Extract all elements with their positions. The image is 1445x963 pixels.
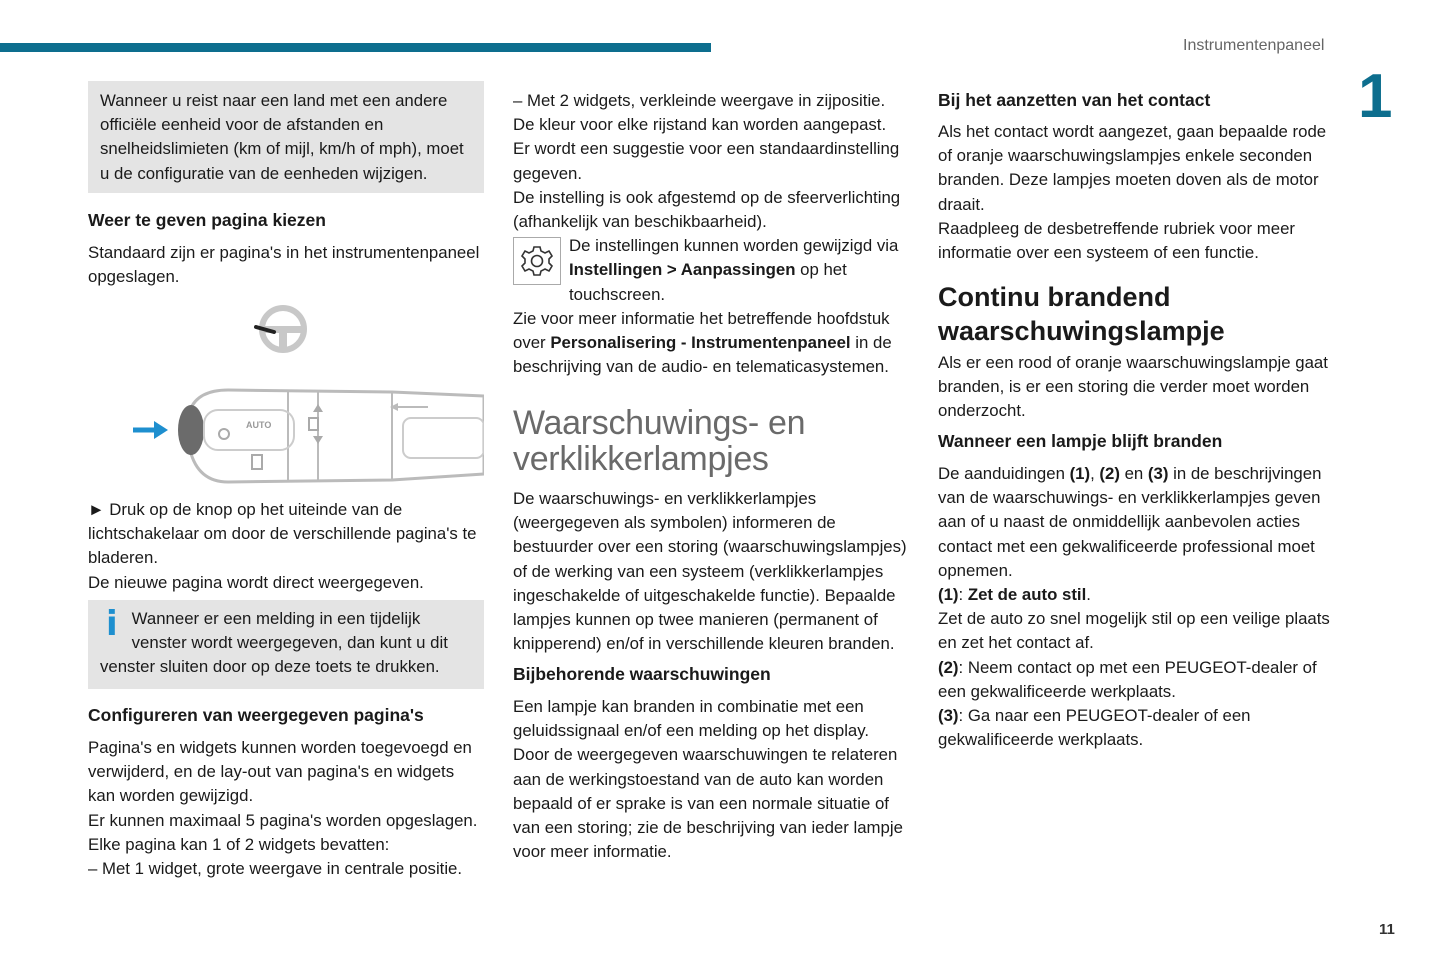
widgets-para: De kleur voor elke rijstand kan worden aangepast. bbox=[513, 115, 887, 135]
arrow-right-icon bbox=[133, 421, 168, 439]
settings-text-post: op het touchscreen. bbox=[569, 260, 847, 304]
lamp-stays-on-text bbox=[938, 462, 1338, 752]
settings-paragraph bbox=[513, 234, 913, 307]
units-note-text: Wanneer u reist naar een land met een andere officiële eenheid voor de afstanden en snelheidslimieten (km of mijl, km/h of mph), moet u de configuratie van de eenheden wijzigen. bbox=[100, 91, 464, 183]
more-info-post: in de beschrijving van de audio- en telematicasystemen. bbox=[513, 333, 892, 377]
ignition-heading: Bij het aanzetten van het contact bbox=[938, 90, 1211, 110]
indications-para: De aanduidingen (1), (2) en (3) in de beschrijvingen van de waarschuwings- en verklikkerlampjes geven aan of u naast de onmiddellijk aanbevolen acties contact met een gekwalificeerde professional moet opnemen. bbox=[938, 464, 1322, 580]
light-stalk-figure bbox=[128, 300, 484, 490]
action-1-text: Zet de auto zo snel mogelijk stil op een veilige plaats en zet het contact af. bbox=[938, 609, 1330, 653]
info-note bbox=[88, 600, 484, 689]
action-1: (1): Zet de auto stil. bbox=[938, 585, 1091, 605]
widgets-para: Er wordt een suggestie voor een standaardinstelling gegeven. bbox=[513, 139, 900, 183]
more-info-chapter: Personalisering - Instrumentenpaneel bbox=[550, 333, 851, 353]
configure-para: Er kunnen maximaal 5 pagina's worden opgeslagen. bbox=[88, 810, 478, 830]
light-stalk-illustration bbox=[128, 300, 484, 490]
units-note bbox=[88, 81, 484, 193]
header-accent-bar bbox=[0, 43, 711, 52]
press-button-bullet bbox=[88, 498, 484, 571]
ignition-text bbox=[938, 120, 1338, 265]
stalk-body bbox=[178, 390, 484, 482]
associated-para: Door de weergegeven waarschuwingen te relateren aan de werkingstoestand van de auto kan worden bepaald of er sprake is van een normale situatie of van een storing; zie de beschrijving van ieder lampje voor meer informatie. bbox=[513, 745, 903, 862]
associated-warnings-text bbox=[513, 695, 913, 864]
bullet-triangle-icon: ► bbox=[88, 500, 105, 519]
configure-para: Pagina's en widgets kunnen worden toegevoegd en verwijderd, en de lay-out van pagina's en widgets kan worden gewijzigd. bbox=[88, 738, 472, 806]
widgets-para: De instelling is ook afgestemd op de sfeerverlichting (afhankelijk van beschikbaarheid). bbox=[513, 187, 901, 232]
warning-lamps-intro: De waarschuwings- en verklikkerlampjes (weergegeven als symbolen) informeren de bestuurder over een storing (waarschuwingslampjes) of de werking van een systeem (verklikkerlampjes ingeschakelde of uitgeschakelde functie). Bepaalde lampjes kunnen op twee manieren (permanent of knipperend) en/of in verschillende kleuren branden. bbox=[513, 489, 907, 654]
configure-text bbox=[88, 736, 484, 881]
continuous-lamp-text: Als er een rood of oranje waarschuwingslampje gaat branden, is er een storing die verder moet worden onderzocht. bbox=[938, 353, 1328, 421]
action-3: (3): Ga naar een PEUGEOT-dealer of een gekwalificeerde werkplaats. bbox=[938, 706, 1251, 750]
more-info-pre: Zie voor meer informatie het betreffende hoofdstuk over bbox=[513, 308, 890, 353]
settings-path: Instellingen > Aanpassingen bbox=[569, 260, 796, 280]
settings-text-pre: De instellingen kunnen worden gewijzigd via bbox=[569, 236, 899, 256]
continuous-lamp-heading: Continu brandend waarschuwingslampje bbox=[938, 282, 1225, 346]
configure-para: Elke pagina kan 1 of 2 widgets bevatten: bbox=[88, 834, 390, 854]
gear-icon bbox=[513, 237, 561, 285]
widgets-text bbox=[513, 89, 913, 379]
auto-label: AUTO bbox=[246, 420, 272, 430]
new-page-text: De nieuwe pagina wordt direct weergegeven. bbox=[88, 573, 424, 592]
info-note-text: Wanneer er een melding in een tijdelijk venster wordt weergegeven, dan kunt u dit venster sluiten door op deze toets te drukken. bbox=[100, 609, 448, 677]
warning-lamps-heading: Waarschuwings- en verklikkerlampjes bbox=[513, 404, 806, 478]
chapter-number: 1 bbox=[1358, 62, 1393, 131]
steering-wheel-icon bbox=[256, 308, 304, 350]
configure-para: – Met 1 widget, grote weergave in centrale positie. bbox=[88, 859, 463, 879]
ignition-para: Raadpleeg de desbetreffende rubriek voor meer informatie over een systeem of een functie. bbox=[938, 218, 1295, 263]
ignition-para: Als het contact wordt aangezet, gaan bepaalde rode of oranje waarschuwingslampjes enkele seconden branden. Deze lampjes moeten doven als de motor draait. bbox=[938, 122, 1327, 214]
widgets-para: – Met 2 widgets, verkleinde weergave in zijpositie. bbox=[513, 91, 886, 110]
page-number: 11 bbox=[1379, 921, 1395, 938]
associated-warnings-heading: Bijbehorende waarschuwingen bbox=[513, 664, 771, 684]
lamp-stays-on-heading: Wanneer een lampje blijft branden bbox=[938, 431, 1223, 451]
info-icon: i bbox=[106, 604, 118, 644]
configure-heading: Configureren van weergegeven pagina's bbox=[88, 705, 424, 725]
associated-para: Een lampje kan branden in combinatie met een geluidssignaal en/of een melding op het display. bbox=[513, 697, 870, 741]
action-2: (2): Neem contact op met een PEUGEOT-dealer of een gekwalificeerde werkplaats. bbox=[938, 657, 1317, 701]
select-page-text: Standaard zijn er pagina's in het instrumentenpaneel opgeslagen. bbox=[88, 243, 480, 287]
press-button-text: Druk op de knop op het uiteinde van de lichtschakelaar om door de verschillende pagina's te bladeren. bbox=[88, 500, 477, 568]
section-title: Instrumentenpaneel bbox=[1183, 37, 1325, 54]
select-page-heading: Weer te geven pagina kiezen bbox=[88, 210, 326, 230]
